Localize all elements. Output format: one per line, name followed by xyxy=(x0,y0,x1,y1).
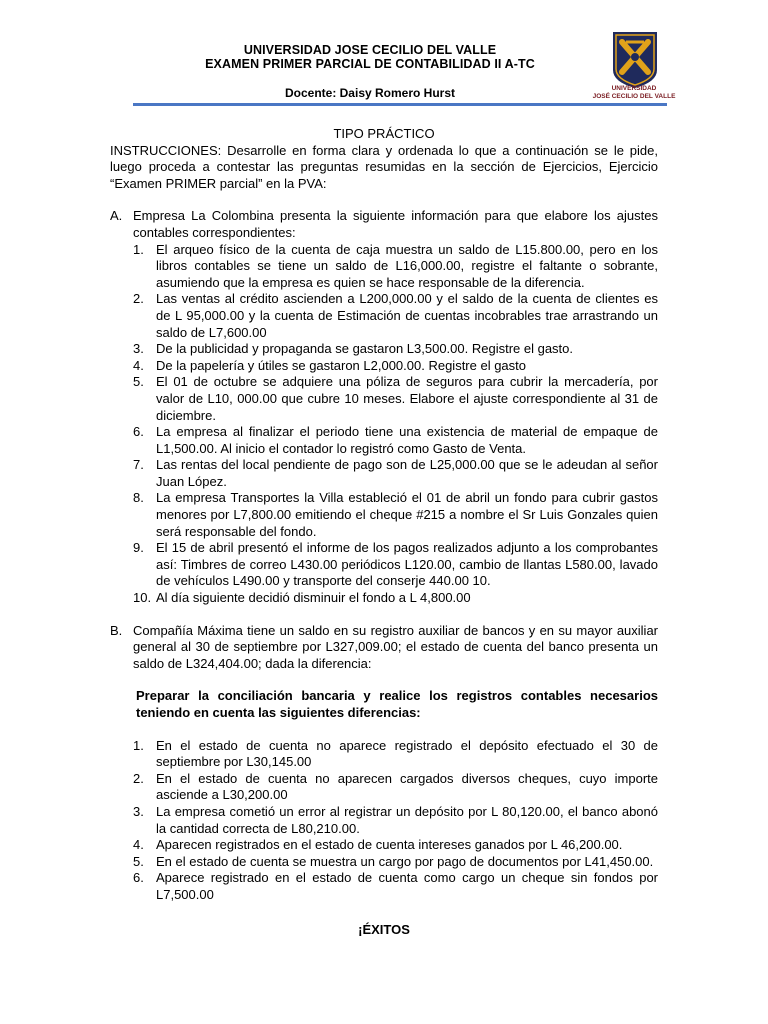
item-text: En el estado de cuenta no aparecen cargados diversos cheques, cuyo importe asciende a L30,200.00 xyxy=(156,770,658,803)
list-item xyxy=(133,540,658,590)
section-a-list xyxy=(133,242,658,607)
item-text: Las ventas al crédito ascienden a L200,000.00 y el saldo de la cuenta de clientes es de L 95,000.00 y la cuenta de Estimación de cuentas incobrables trae arrastrando un saldo de L7,600.00 xyxy=(156,291,658,340)
section-a-letter: A. xyxy=(110,208,123,224)
list-item xyxy=(133,374,658,424)
list-item xyxy=(133,242,658,292)
list-item xyxy=(133,457,658,490)
section-a-text: Empresa La Colombina presenta la siguiente información para que elabore los ajustes contables correspondientes: xyxy=(133,208,658,240)
section-b xyxy=(110,623,658,673)
section-b-text: Compañía Máxima tiene un saldo en su registro auxiliar de bancos y en su mayor auxiliar general al 30 de septiembre por L327,009.00; el estado de cuenta del banco presenta un saldo de L324,404.00; dada la diferencia: xyxy=(133,622,658,671)
item-number: 5. xyxy=(133,853,144,869)
list-item xyxy=(133,590,658,607)
item-text: Las rentas del local pendiente de pago son de L25,000.00 que se le adeudan al señor Juan López. xyxy=(156,457,658,489)
list-item xyxy=(133,837,658,854)
list-item xyxy=(133,738,658,771)
list-item xyxy=(133,341,658,358)
item-number: 8. xyxy=(133,490,144,506)
item-text: De la publicidad y propaganda se gastaron L3,500.00. Registre el gasto. xyxy=(156,341,574,357)
closing-message: ¡ÉXITOS xyxy=(358,921,410,937)
list-item xyxy=(133,854,658,871)
item-text: El 01 de octubre se adquiere una póliza de seguros para cubrir la mercadería, por valor de L10, 000.00 que cubre 10 meses. Elabore el ajuste correspondiente al 31 de diciembre. xyxy=(156,374,658,423)
item-text: La empresa cometió un error al registrar un depósito por L 80,120.00, el banco abonó la cantidad correcta de L80,210.00. xyxy=(156,803,658,836)
list-item xyxy=(133,490,658,540)
section-b-letter: B. xyxy=(110,622,123,638)
logo-caption-line2: JOSÉ CECILIO DEL VALLE xyxy=(592,93,676,100)
item-text: El 15 de abril presentó el informe de los pagos realizados adjunto a los comprobantes así: Timbres de correo L430.00 periódicos L120.00, cambio de llantas L580.00, lavado de vehículos L490.00 y transporte del conserje 440.00 10. xyxy=(156,540,658,589)
item-text: Aparecen registrados en el estado de cuenta intereses ganados por L 46,200.00. xyxy=(156,837,623,853)
item-number: 4. xyxy=(133,837,144,853)
item-text: En el estado de cuenta no aparece registrado el depósito efectuado el 30 de septiembre por L30,145.00 xyxy=(156,737,658,770)
teacher-name: Docente: Daisy Romero Hurst xyxy=(284,86,456,100)
item-text: La empresa al finalizar el periodo tiene una existencia de material de empaque de L1,500.00. Al inicio el contador lo registró como Gasto de Venta. xyxy=(156,424,658,456)
logo-caption-line1: UNIVERSIDAD xyxy=(611,85,657,92)
spacer xyxy=(110,607,658,623)
university-name: UNIVERSIDAD JOSE CECILIO DEL VALLE xyxy=(243,43,497,57)
item-text: El arqueo físico de la cuenta de caja muestra un saldo de L15.800.00, pero en los libros contables se tiene un saldo de L16,000.00, registre el faltante o sobrante, asumiendo que la empresa es quien se hace responsable de la diferencia. xyxy=(156,241,658,290)
item-number: 6. xyxy=(133,424,144,440)
item-number: 1. xyxy=(133,737,144,753)
list-item xyxy=(133,804,658,837)
section-title: TIPO PRÁCTICO xyxy=(333,126,435,141)
item-number: 9. xyxy=(133,540,144,556)
item-text: En el estado de cuenta se muestra un cargo por pago de documentos por L41,450.00. xyxy=(156,853,654,869)
item-text: De la papelería y útiles se gastaron L2,000.00. Registre el gasto xyxy=(156,357,527,373)
exam-title: EXAMEN PRIMER PARCIAL DE CONTABILIDAD II A-TC xyxy=(205,57,535,71)
document-header xyxy=(0,0,768,110)
item-number: 7. xyxy=(133,457,144,473)
item-text: La empresa Transportes la Villa estableció el 01 de abril un fondo para cubrir gastos menores por L7,800.00 emitiendo el cheque #215 a nombre el Sr Luis Gonzales quien será responsable del fondo. xyxy=(156,490,658,539)
list-item xyxy=(133,358,658,375)
item-number: 1. xyxy=(133,241,144,257)
item-number: 4. xyxy=(133,357,144,373)
header-divider xyxy=(133,103,667,106)
item-number: 2. xyxy=(133,770,144,786)
document-body xyxy=(110,126,658,938)
item-text: Al día siguiente decidió disminuir el fondo a L 4,800.00 xyxy=(156,590,471,606)
item-number: 5. xyxy=(133,374,144,390)
item-number: 3. xyxy=(133,341,144,357)
list-item xyxy=(133,771,658,804)
section-b-instruction: Preparar la conciliación bancaria y realice los registros contables necesarios teniendo en cuenta las siguientes diferencias: xyxy=(136,688,658,720)
section-b-list xyxy=(110,738,658,904)
section-a xyxy=(110,208,658,606)
list-item xyxy=(133,870,658,903)
item-number: 6. xyxy=(133,870,144,886)
instructions-paragraph: INSTRUCCIONES: Desarrolle en forma clara y ordenada lo que a continuación se le pide, luego proceda a contestar las preguntas resumidas en la sección de Ejercicios, Ejercicio “Examen PRIMER parcial” en la PVA: xyxy=(110,142,658,191)
item-number: 2. xyxy=(133,291,144,307)
item-text: Aparece registrado en el estado de cuenta como cargo un cheque sin fondos por L7,500.00 xyxy=(156,870,658,902)
list-item xyxy=(133,291,658,341)
list-item xyxy=(133,424,658,457)
item-number: 3. xyxy=(133,803,144,819)
item-number: 10. xyxy=(133,590,152,606)
